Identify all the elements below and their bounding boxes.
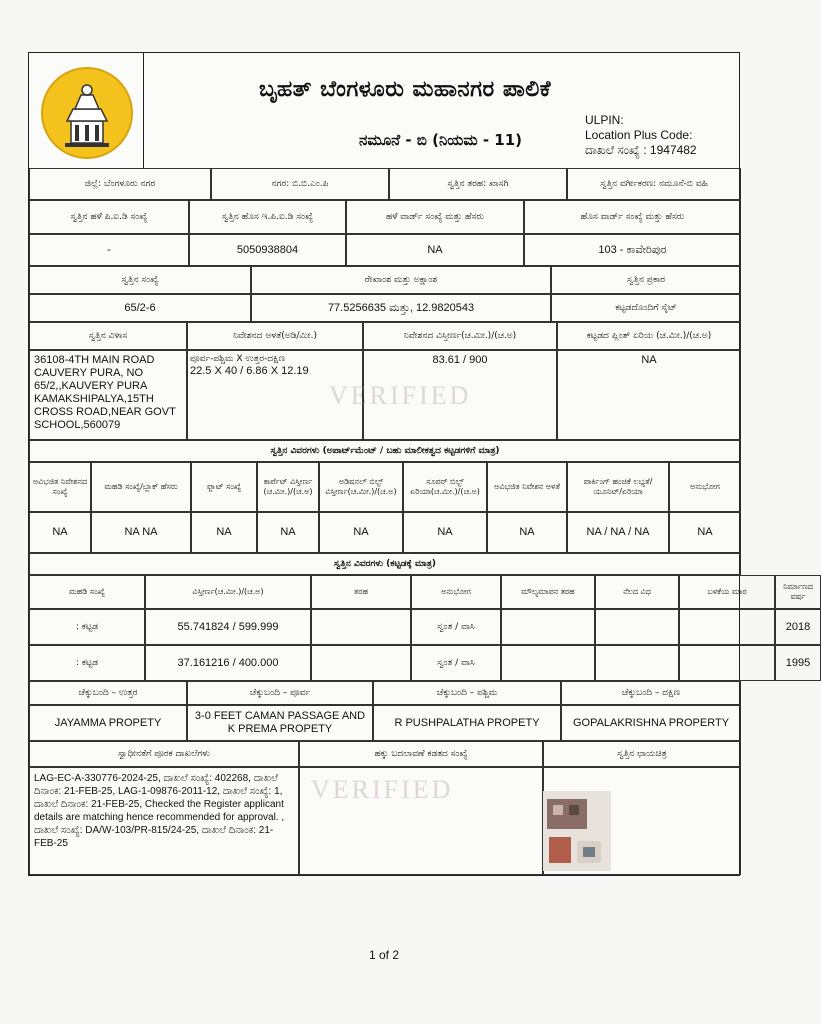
boundary-south-header: ಚೆಕ್ಕುಬಂದಿ – ದಕ್ಷಿಣ xyxy=(561,681,741,705)
property-number-value: 65/2-6 xyxy=(29,294,251,322)
building-section-title: ಸ್ವತ್ತಿನ ವಿವರಗಳು (ಕಟ್ಟಡಕ್ಕೆ ಮಾತ್ರ) xyxy=(29,553,741,575)
site-area-value: 83.61 / 900 xyxy=(363,350,557,440)
apartment-header-2: ಮಹಡಿ ಸಂಖ್ಯೆ/ಬ್ಲಾಕ್ ಹೆಸರು xyxy=(91,462,191,512)
property-photo xyxy=(543,791,611,871)
site-dimension-number: 22.5 X 40 / 6.86 X 12.19 xyxy=(190,365,309,377)
apartment-value-7: NA xyxy=(487,512,567,553)
boundary-south-value: GOPALAKRISHNA PROPERTY xyxy=(561,705,741,741)
building-row2-col1: : ಕಟ್ಟಡ xyxy=(29,645,145,681)
building-header-8: ನಿರ್ಮಾಣದ ವರ್ಷ xyxy=(775,575,821,609)
city: ನಗರ: ಬಿ.ಬಿ.ಎಂ.ಪಿ xyxy=(211,168,389,200)
boundary-east-value: 3-0 FEET CAMAN PASSAGE AND K PREMA PROPETY xyxy=(187,705,373,741)
page-number: 1 of 2 xyxy=(368,948,400,962)
apartment-header-4: ಕಾರ್ಪೆಟ್ ವಿಸ್ತೀರ್ಣ (ಚ.ಮೀ.)/(ಚ.ಅ) xyxy=(257,462,319,512)
header-divider xyxy=(143,53,144,168)
building-row2-col4: ಸ್ವಂತ / ವಾಸಿ xyxy=(411,645,501,681)
address-value: 36108-4TH MAIN ROAD CAUVERY PURA, NO 65/2,,KAUVERY PURA KAMAKSHIPALYA,15TH CROSS ROAD,NEAR GOVT SCHOOL,560079 xyxy=(29,350,187,440)
apartment-value-6: NA xyxy=(403,512,487,553)
form-b-document xyxy=(28,52,813,876)
building-row1-col2: 55.741824 / 599.999 xyxy=(145,609,311,645)
boundary-east-header: ಚೆಕ್ಕುಬಂದಿ – ಪೂರ್ವ xyxy=(187,681,373,705)
new-epid-value: 5050938804 xyxy=(189,234,346,266)
verified-stamp-2: VERIFIED xyxy=(311,775,454,804)
new-ward-value: 103 - ಕಾವೇರಿಪುರ xyxy=(524,234,741,266)
boundary-west-value: R PUSHPALATHA PROPETY xyxy=(373,705,561,741)
building-row2-col7 xyxy=(679,645,775,681)
verified-stamp: VERIFIED xyxy=(329,381,472,410)
old-ward-value: NA xyxy=(346,234,524,266)
building-header-2: ವಿಸ್ತೀರ್ಣ(ಚ.ಮೀ.)/(ಚ.ಅ) xyxy=(145,575,311,609)
boundary-north-header: ಚೆಕ್ಕುಬಂದಿ – ಉತ್ತರ xyxy=(29,681,187,705)
boundary-west-header: ಚೆಕ್ಕುಬಂದಿ – ಪಶ್ಚಿಮ xyxy=(373,681,561,705)
site-dimension-label: ಪೂರ್ವ-ಪಶ್ಚಿಮ X ಉತ್ತರ-ದಕ್ಷಿಣ xyxy=(190,354,286,364)
ulpin-label: ULPIN: xyxy=(585,113,624,127)
new-epid-header: ಸ್ವತ್ತಿನ ಹೊಸ ಇ.ಪಿ.ಐ.ಡಿ ಸಂಖ್ಯೆ xyxy=(189,200,346,234)
site-dimension-header: ನಿವೇಶನದ ಅಳತೆ(ಅಡಿ/ಮೀ.) xyxy=(187,322,363,350)
location-plus-code-label: Location Plus Code: xyxy=(585,128,693,142)
document-number: ದಾಖಲೆ ಸಂಖ್ಯೆ : 1947482 xyxy=(585,143,697,157)
property-kind-value: ಕಟ್ಟಡದೊಂದಿಗೆ ಸೈಟ್ xyxy=(551,294,741,322)
building-header-4: ಅನುಭೋಗ xyxy=(411,575,501,609)
address-header: ಸ್ವತ್ತಿನ ವಿಳಾಸ xyxy=(29,322,187,350)
boundary-north-value: JAYAMMA PROPETY xyxy=(29,705,187,741)
plinth-area-header: ಕಟ್ಟಡದ ಪ್ಲಿಂತ್ ಏರಿಯ (ಚ.ಮೀ.)/(ಚ.ಅ) xyxy=(557,322,741,350)
transfer-file-header: ಹಕ್ಕು ಬದಲಾವಣೆ ಕಡತದ ಸಂಖ್ಯೆ xyxy=(299,741,543,767)
apartment-header-3: ಫ್ಲಾಟ್ ಸಂಖ್ಯೆ xyxy=(191,462,257,512)
apartment-value-8: NA / NA / NA xyxy=(567,512,669,553)
property-number-header: ಸ್ವತ್ತಿನ ಸಂಖ್ಯೆ xyxy=(29,266,251,294)
old-pid-value: - xyxy=(29,234,189,266)
apartment-value-4: NA xyxy=(257,512,319,553)
building-row2-col2: 37.161216 / 400.000 xyxy=(145,645,311,681)
bbmp-logo xyxy=(41,67,133,159)
building-row2-col8: 1995 xyxy=(775,645,821,681)
building-row1-col4: ಸ್ವಂತ / ವಾಸಿ xyxy=(411,609,501,645)
apartment-value-5: NA xyxy=(319,512,403,553)
apartment-header-9: ಅನುಭೋಗ xyxy=(669,462,741,512)
district: ಜಿಲ್ಲೆ: ಬೆಂಗಳೂರು ನಗರ xyxy=(29,168,211,200)
form-name: ನಮೂನೆ - ಬಿ (ನಿಯಮ - 11) xyxy=(359,131,523,149)
apartment-value-1: NA xyxy=(29,512,91,553)
apartment-header-5: ಅಡಿಷನಲ್ ಬಿಲ್ಟ್ ವಿಸ್ತೀರ್ಣ(ಚ.ಮೀ.)/(ಚ.ಅ) xyxy=(319,462,403,512)
apartment-value-2: NA NA xyxy=(91,512,191,553)
new-ward-header: ಹೊಸ ವಾರ್ಡ್ ಸಂಖ್ಯೆ ಮತ್ತು ಹೆಸರು xyxy=(524,200,741,234)
old-ward-header: ಹಳೆ ವಾರ್ಡ್ ಸಂಖ್ಯೆ ಮತ್ತು ಹೆಸರು xyxy=(346,200,524,234)
property-type: ಸ್ವತ್ತಿನ ತರಹ: ಖಾಸಗಿ xyxy=(389,168,567,200)
building-row1-col5 xyxy=(501,609,595,645)
lat-long-value: 77.5256635 ಮತ್ತು, 12.9820543 xyxy=(251,294,551,322)
supporting-docs-header: ಸ್ವಾಧೀನತೆಗೆ ಪೂರಕ ದಾಖಲೆಗಳು xyxy=(29,741,299,767)
apartment-header-1: ಅವಿಭಜಿತ ನಿವೇಶನದ ಸಂಖ್ಯೆ xyxy=(29,462,91,512)
apartment-header-8: ಪಾರ್ಕಿಂಗ್ ಹಂಚಿಕೆ ಲಭ್ಯತೆ/ಯೂನಿಟ್/ಏರಿಯಾ xyxy=(567,462,669,512)
corporation-title: ಬೃಹತ್ ಬೆಂಗಳೂರು ಮಹಾನಗರ ಪಾಲಿಕೆ xyxy=(259,77,552,102)
apartment-header-6: ಸೂಪರ್ ಬಿಲ್ಟ್ ಏರಿಯಾ(ಚ.ಮೀ.)/(ಚ.ಅ) xyxy=(403,462,487,512)
building-row2-col5 xyxy=(501,645,595,681)
building-header-5: ಮೌಲ್ಯಮಾಪನ ತರಹ xyxy=(501,575,595,609)
building-header-7: ಬಳಕೆಯ ಮಾರ xyxy=(679,575,775,609)
property-kind-header: ಸ್ವತ್ತಿನ ಪ್ರಕಾರ xyxy=(551,266,741,294)
building-row1-col3 xyxy=(311,609,411,645)
apartment-header-7: ಅವಿಭಜಿತ ನಿವೇಶನ ಅಳತೆ xyxy=(487,462,567,512)
header-ids xyxy=(585,113,697,158)
building-header-6: ನೆಲದ ವಿಧ xyxy=(595,575,679,609)
property-photo-header: ಸ್ವತ್ತಿನ ಛಾಯಚಿತ್ರ xyxy=(543,741,741,767)
apartment-section-title: ಸ್ವತ್ತಿನ ವಿವರಗಳು (ಅಪಾರ್ಟ್‌ಮೆಂಟ್ / ಬಹು ಮಾಲೀಕತ್ವದ ಕಟ್ಟಡಗಳಿಗೆ ಮಾತ್ರ) xyxy=(29,440,741,462)
supporting-docs-value: LAG-EC-A-330776-2024-25, ದಾಖಲೆ ಸಂಖ್ಯೆ: 402268, ದಾಖಲೆ ದಿನಾಂಕ: 21-FEB-25, LAG-1-09876-2011-12, ದಾಖಲೆ ಸಂಖ್ಯೆ: 1, ದಾಖಲೆ ದಿನಾಂಕ: 21-FEB-25, Checked the Register applicant details are matching hence recommended for approval. , ದಾಖಲೆ ಸಂಖ್ಯೆ: DA/W-103/PR-815/24-25, ದಾಖಲೆ ದಿನಾಂಕ: 21-FEB-25 xyxy=(29,767,299,875)
lat-long-header: ರೇಖಾಂಶ ಮತ್ತು ಅಕ್ಷಾಂಶ xyxy=(251,266,551,294)
site-area-header: ನಿವೇಶನದ ವಿಸ್ತೀರ್ಣ(ಚ.ಮೀ.)/(ಚ.ಅ) xyxy=(363,322,557,350)
building-row1-col7 xyxy=(679,609,775,645)
apartment-value-9: NA xyxy=(669,512,741,553)
plinth-area-value: NA xyxy=(557,350,741,440)
building-header-1: ಮಹಡಿ ಸಂಖ್ಯೆ xyxy=(29,575,145,609)
building-row2-col3 xyxy=(311,645,411,681)
building-row1-col8: 2018 xyxy=(775,609,821,645)
building-row1-col1: : ಕಟ್ಟಡ xyxy=(29,609,145,645)
property-classification: ಸ್ವತ್ತಿನ ವರ್ಗೀಕರಣ: ನಮೂನೆ-ಬಿ ವಹಿ xyxy=(567,168,741,200)
building-header-3: ತರಹ xyxy=(311,575,411,609)
building-row2-col6 xyxy=(595,645,679,681)
building-row1-col6 xyxy=(595,609,679,645)
apartment-value-3: NA xyxy=(191,512,257,553)
old-pid-header: ಸ್ವತ್ತಿನ ಹಳೆ ಪಿ.ಐ.ಡಿ ಸಂಖ್ಯೆ xyxy=(29,200,189,234)
